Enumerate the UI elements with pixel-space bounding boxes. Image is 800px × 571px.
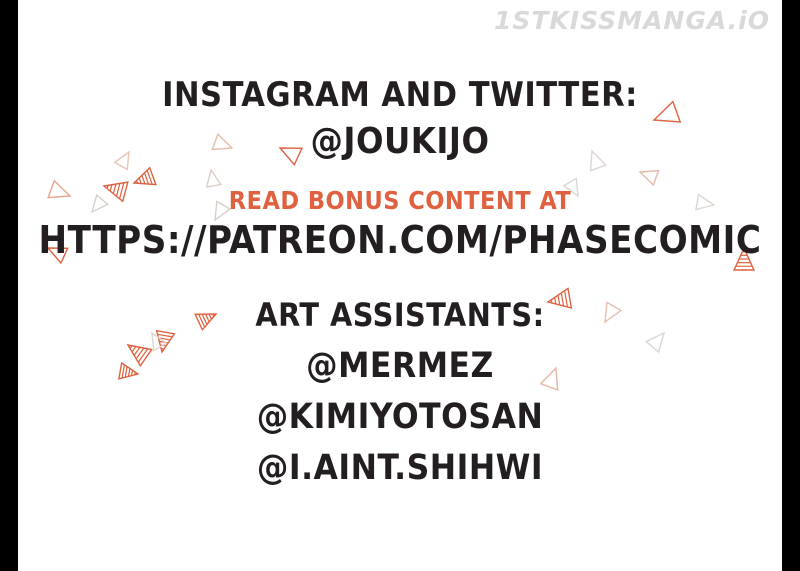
art-assistants-label: ART ASSISTANTS: xyxy=(255,296,545,334)
art-assistant-2: @KIMIYOTOSAN xyxy=(256,397,544,437)
right-edge-band xyxy=(782,0,800,571)
patreon-url: HTTPS://PATREON.COM/PHASECOMIC xyxy=(38,218,762,262)
art-assistant-1: @MERMEZ xyxy=(306,346,494,386)
bonus-content-label: READ BONUS CONTENT AT xyxy=(228,186,572,215)
left-edge-band xyxy=(0,0,18,571)
credits-text-block xyxy=(18,75,782,488)
social-label: INSTAGRAM AND TWITTER: xyxy=(162,75,638,115)
site-watermark: 1STKISSMANGA.iO xyxy=(493,6,770,35)
art-assistant-3: @I.AINT.SHIHWI xyxy=(256,448,544,488)
social-handle: @JOUKIJO xyxy=(310,121,490,162)
